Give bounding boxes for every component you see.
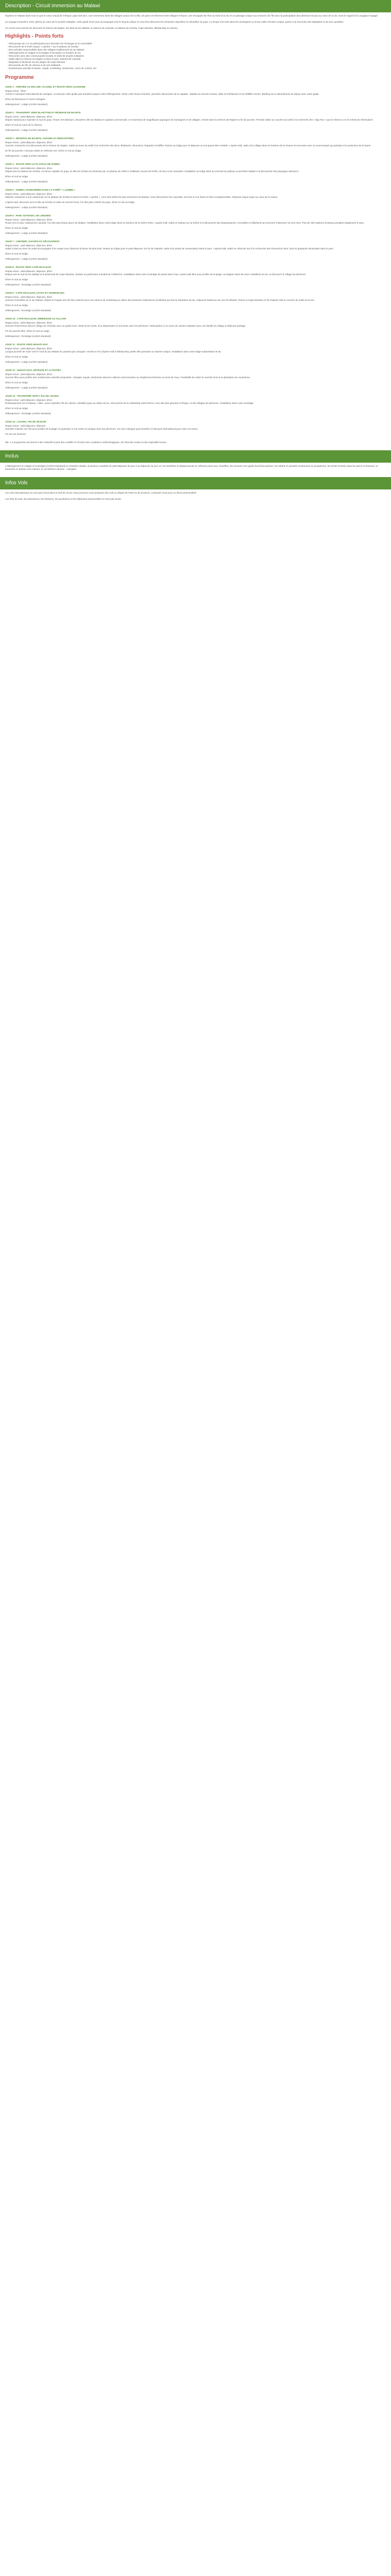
- day-paragraph: Dernière matinée sur l’île pour profiter de la plage ou participer à une sortie en pirogue avec les pêcheurs. Vol vers Lilongwe puis transfert à l’aéroport international pour votre vol retour.: [5, 428, 199, 430]
- day-paragraph: Dîner et nuit au cœur de la réserve.: [5, 124, 43, 126]
- day-paragraph: Matinée consacrée à une randonnée sur le plateau de Zomba à travers la forêt « Ljumbe », l’une des forêts les plus anciennes du Malawi. Vous découvrirez les cascades, les lacs et une faune et flore exceptionnelles. Déjeuner pique-nique au cœur de la nature.: [5, 196, 279, 198]
- day-title: JOUR 3 : RÉSERVE DE MAJETE, SAFARIS ET RENCONTRES: [5, 137, 74, 140]
- excluded-content: [0, 489, 391, 507]
- day-paragraph: Dîner et nuit au lodge.: [5, 304, 29, 307]
- day-lodging: Hébergement : Écolodge (confort standard): [5, 309, 51, 312]
- day-meals: Repas inclus : petit-déjeuner, déjeuner, dîner: [5, 399, 53, 401]
- day-paragraph: Journée libre pour profiter des nombreuses activités proposées : plongée, kayak, randonnée dans les collines environnantes ou simplement farniente au bord de l’eau. Possibilité de visiter le marché local et la plantation de caoutchouc.: [5, 376, 251, 379]
- day-meals: Repas inclus : petit-déjeuner, déjeuner, dîner: [5, 321, 53, 324]
- day-meals: Repas inclus : petit-déjeuner, déjeuner, dîner: [5, 141, 53, 144]
- day-lodging: Hébergement : Lodge (confort standard): [5, 386, 47, 389]
- day-body: [5, 196, 386, 204]
- day-body: [5, 376, 386, 384]
- intro-paragraph: Ce circuit vous permet de découvrir la réserve de Majete, les sites du lac Malawi, la réserve de Liwonde, le plateau de Zomba, Cape Maclear, Nkhata Bay et Likoma.: [5, 27, 178, 29]
- day-paragraph: Dîner et nuit au lodge.: [5, 252, 29, 255]
- day-meals: Repas inclus : petit-déjeuner, déjeuner, dîner: [5, 193, 53, 195]
- intro-paragraph: Explorez le Malawi dans tout ce que le cœur chaud de l’Afrique, pays des lacs. Une immersion dans les villages autour de la ville, de parcs et réserves entre villages et faune, une escapade de rêve au bord d’un lac et un passage unique aux environs de l’île avec la participation des pêcheurs locaux au cœur de la vie, sous le regard d’un voyageur engagé.: [5, 14, 379, 17]
- day-title: JOUR 7 : LIWONDE, SAFARIS ET DÉCOUVERTE: [5, 240, 60, 243]
- highlight-item: - Découverte de la forêt unique « Ljumbe » sur le plateau de Zomba: [7, 45, 78, 48]
- included-paragraph: L’hébergement en lodges et écolodges (confort standard) en chambre double, la pension complète du petit-déjeuner du jour 2 au déjeuner du jour 14, les transferts et déplacements en véhicule privé avec chauffeur, les services d’un guide local francophone, les safaris et activités mentionnés au programme, les droits d’entrée dans les parcs et réserves, la traversée en bateau vers Likoma, le vol intérieur Likoma – Lilongwe.: [5, 465, 378, 470]
- day-body: [5, 144, 386, 152]
- highlights-title: Highlights - Points forts: [5, 33, 64, 39]
- page: [0, 0, 391, 507]
- day-paragraph: Dîner et nuit au lodge.: [5, 227, 29, 229]
- day-body: [5, 402, 386, 410]
- day-paragraph: Journée d’activités sur le lac Malawi. Départ en kayak vers les îles voisines pour une séance de snorkeling au milieu des poissons multicolores (cichlidés) qui font la réputation du lac. Déjeuner barbecue sur une île déserte. Retour à Cape Maclear en fin d’après-midi et coucher de soleil sur le lac.: [5, 299, 315, 301]
- program-day: [5, 86, 386, 106]
- highlight-item: - Nombreuses activités incluses : kayak, snorkeling, randonnée, cours de cuisine, etc.: [7, 67, 97, 70]
- program-day: [5, 292, 386, 312]
- day-lodging: Hébergement : Lodge (confort standard): [5, 129, 47, 131]
- program-note: NB : Le programme est donné à titre indicatif et peut être modifié en fonction des conditions météorologiques, de l’état des routes et des impératifs locaux.: [5, 441, 167, 444]
- day-body: [5, 222, 386, 230]
- program-day: [5, 189, 386, 209]
- day-title: JOUR 6 : PARC NATIONAL DE LIWONDE: [5, 214, 51, 217]
- day-meals: Repas inclus : dîner: [5, 90, 26, 92]
- day-paragraph: Dîner et nuit au lodge.: [5, 381, 29, 384]
- day-lodging: Hébergement : Lodge (confort standard): [5, 103, 47, 106]
- day-meals: Repas inclus : petit-déjeuner, déjeuner, dîner: [5, 167, 53, 170]
- day-lodging: Hébergement : Lodge (confort standard): [5, 206, 47, 209]
- day-title: JOUR 11 : ROUTE VERS NKHATA BAY: [5, 343, 48, 346]
- day-paragraph: Dîner et nuit au lodge.: [5, 278, 29, 281]
- highlight-item: - Découverte de l’île de Likoma et de ses habitants: [7, 64, 61, 66]
- day-meals: Repas inclus : petit-déjeuner, déjeuner, dîner: [5, 244, 53, 247]
- highlight-item: - Des activités responsables dans des villages traditionnels du lac Malawi: [7, 48, 85, 51]
- day-title: JOUR 2 : TRANSFERT VERS BLANTYRE ET RÉSERVE DE MAJETE: [5, 111, 81, 114]
- day-body: [5, 247, 386, 256]
- day-title: JOUR 9 : CAPE MACLEAR, KAYAK ET SNORKELING: [5, 292, 64, 294]
- day-paragraph: Embarquement sur le bateau « Ilala » pour rejoindre l’île de Likoma, véritable joyau au milieu du lac. Découverte de la cathédrale Saint-Pierre, l’une des plus grandes d’Afrique, et des villages de pêcheurs. Installation dans votre écolodge.: [5, 402, 254, 404]
- day-meals: Repas inclus : petit-déjeuner, déjeuner, dîner: [5, 296, 53, 298]
- day-body: [5, 299, 386, 307]
- day-paragraph: Journée d’immersion dans le village de Chembe avec un guide local. Visite d’une école, d’un dispensaire et rencontre avec les pêcheurs. Participation à un cours de cuisine malawite avec une famille du village et déjeuner partagé.: [5, 325, 246, 327]
- day-meals: Repas inclus : petit-déjeuner, déjeuner, dîner: [5, 347, 53, 350]
- section-title-excluded: Infos Vols: [0, 477, 391, 489]
- day-paragraph: L’après-midi, descente vers la ville de Zomba et visite du marché local, l’un des plus colorés du pays. Dîner et nuit au lodge.: [5, 201, 135, 204]
- day-paragraph: Départ pour le plateau de Zomba. Ancienne capitale du pays, la ville de Zomba est dominée par un plateau de 1800 m d’altitude couvert de forêts, de lacs et de cascades. Installation au lodge situé au sommet du plateau et première balade à la découverte des paysages alentours.: [5, 170, 299, 173]
- day-meals: Repas inclus : petit-déjeuner, déjeuner, dîner: [5, 115, 53, 118]
- included-content: [0, 463, 391, 477]
- day-lodging: Hébergement : Écolodge (confort standard): [5, 412, 51, 415]
- day-title: JOUR 4 : ROUTE VERS LE PLATEAU DE ZOMBA: [5, 163, 60, 165]
- program-day: [5, 343, 386, 364]
- day-paragraph: Dîner de bienvenue et nuit à Lilongwe.: [5, 98, 46, 100]
- section-title-description: Description - Circuit immersion au Malawi: [0, 0, 391, 12]
- day-paragraph: Longue journée de route vers le nord du lac Malawi en passant par Lilongwe. Arrivée en fin d’après-midi à Nkhata Bay, petite ville portuaire au charme unique. Installation dans votre lodge surplombant le lac.: [5, 350, 222, 353]
- day-title: JOUR 10 : CAPE MACLEAR, IMMERSION AU VILLAGE: [5, 317, 67, 320]
- day-title: JOUR 13 : TRAVERSÉE VERS L’ÎLE DE LIKOMA: [5, 395, 59, 397]
- day-title: JOUR 1 : ARRIVÉE AU MALAWI, ACCUEIL ET ROUTE VERS LILONGWE: [5, 86, 86, 88]
- highlight-item: - Baignade et farniente sur les plages de Cape Maclear: [7, 61, 66, 63]
- day-body: [5, 350, 386, 359]
- excluded-paragraph: Les frais de visa, les assurances, les boissons, les pourboires et les dépenses personnelles ne sont pas inclus.: [5, 498, 122, 500]
- program-day: [5, 163, 386, 183]
- program-day: [5, 266, 386, 286]
- program-day: [5, 317, 386, 338]
- day-lodging: Hébergement : Lodge (confort standard): [5, 361, 47, 363]
- day-meals: Repas inclus : petit-déjeuner, déjeuner: [5, 425, 46, 427]
- day-body: [5, 93, 386, 101]
- highlight-item: - Hébergements en lodges et écolodges d’exception en bordure du lac: [7, 52, 82, 54]
- program-title: Programme: [5, 75, 34, 80]
- section-title-included: Inclus: [0, 450, 391, 463]
- day-title: JOUR 14 : LIKOMA, FIN DE SÉJOUR: [5, 420, 46, 423]
- program-day: [5, 420, 386, 436]
- day-body: [5, 118, 386, 127]
- day-title: JOUR 12 : NKHATA BAY, DÉTENTE ET ACTIVITÉS: [5, 369, 61, 371]
- highlight-item: - Petit groupe de 4 à 12 participants pour favoriser les échanges et la convivialité: [7, 42, 92, 45]
- program-day: [5, 111, 386, 132]
- day-body: [5, 170, 386, 178]
- day-paragraph: Dîner et nuit au lodge.: [5, 175, 29, 178]
- highlights-list: [7, 42, 386, 70]
- day-meals: Repas inclus : petit-déjeuner, déjeuner, dîner: [5, 270, 53, 273]
- day-paragraph: Dîner et nuit au lodge.: [5, 355, 29, 358]
- day-lodging: Hébergement : Lodge (confort standard): [5, 258, 47, 260]
- day-meals: Repas inclus : petit-déjeuner, déjeuner, dîner: [5, 218, 53, 221]
- excluded-paragraph: Les vols internationaux ne sont pas inclus dans le tarif du circuit. Nous pouvons vous proposer des vols au départ de Paris ou de province, contactez-nous pour un devis personnalisé.: [5, 492, 197, 494]
- day-body: [5, 428, 386, 436]
- day-paragraph: Départ vers le sud du lac Malawi et la péninsule de Cape Maclear, classée au patrimoine mondial de l’UNESCO. Installation dans votre écolodge les pieds dans l’eau. Après-midi libre pour profiter de la plage, se baigner dans les eaux cristallines du lac ou découvrir le village de pêcheurs.: [5, 273, 306, 276]
- day-lodging: Hébergement : Lodge (confort standard): [5, 232, 47, 234]
- day-paragraph: Arrivée à l’aéroport international de Lilongwe. Accueil par votre guide puis transfert jusqu’à votre hébergement. Selon votre heure d’arrivée, première découverte de la capitale : balade au marché central, visite du Parliament et du Wildlife Centre. Briefing sur le déroulement du séjour avec votre guide.: [5, 93, 320, 95]
- program-day: [5, 137, 386, 158]
- day-paragraph: Route vers le parc national de Liwonde, l’un des plus beaux parcs du Malawi. Installation dans votre lodge situé en bordure de la rivière Shire. L’après-midi, safari en bateau sur la rivière à la découverte des hippopotames, crocodiles et éléphants qui viennent s’abreuver sur ses rives. Plus de 400 espèces d’oiseaux peuplent également le parc.: [5, 222, 365, 224]
- intro-paragraph: Un voyage immersif à votre rythme au cœur de la société malawite, votre guide local vous accompagne tout le long du séjour et vous fera découvrir les richesses naturelles et culturelles du pays. Le temps d’un trek dans les montagnes ou d’une visite d’écoles rurales, partez à la rencontre des Malawites et de leur quotidien.: [5, 21, 344, 23]
- day-title: JOUR 8 : ROUTE VERS CAPE MACLEAR: [5, 266, 51, 268]
- program-day: [5, 240, 386, 261]
- day-paragraph: Journée consacrée à la découverte de la réserve de Majete. Safari au lever du soleil à la recherche des lions, éléphants, rhinocéros, léopards et buffles. Retour au lodge pour le déjeuner et une pause bien méritée. L’après-midi, visite d’un village situé en bordure de la réserve et rencontre avec la communauté qui participe à la protection de la faune.: [5, 144, 371, 147]
- day-paragraph: Safari à pied au lever du soleil accompagné d’un ranger pour observer la faune de plus près. Retour au lodge pour le petit-déjeuner. En fin de matinée, visite d’un projet de conservation dans le parc. L’après-midi, safari en véhicule 4x4 à la recherche des rhinocéros noirs, lions et guépards réintroduits dans le parc.: [5, 247, 334, 250]
- program-day: [5, 214, 386, 235]
- day-body: [5, 273, 386, 281]
- day-lodging: Hébergement : Écolodge (confort standard): [5, 335, 51, 337]
- highlight-item: - Rencontre avec des communautés locales et visite de projets solidaires: [7, 55, 84, 57]
- day-paragraph: Fin de nos services.: [5, 433, 26, 435]
- day-paragraph: Fin de journée libre. Dîner et nuit au lodge.: [5, 330, 51, 332]
- day-meals: Repas inclus : petit-déjeuner, déjeuner, dîner: [5, 373, 53, 376]
- intro: [5, 14, 386, 30]
- day-lodging: Hébergement : Lodge (confort standard): [5, 155, 47, 157]
- day-body: [5, 325, 386, 333]
- program-days: [5, 86, 386, 436]
- highlight-item: - Safari dans la réserve de Majete et dans le parc national de Liwonde: [7, 58, 81, 60]
- day-paragraph: Dîner et nuit au lodge.: [5, 407, 29, 410]
- description-content: [0, 12, 391, 450]
- program-day: [5, 369, 386, 389]
- program-day: [5, 395, 386, 415]
- day-title: JOUR 5 : ZOMBA, RANDONNÉE DANS LA FORÊT « LJUMBE »: [5, 189, 75, 191]
- day-lodging: Hébergement : Écolodge (confort standard): [5, 283, 51, 286]
- day-paragraph: En fin de journée, nouveau safari en véhicule 4x4. Dîner et nuit au lodge.: [5, 149, 82, 152]
- day-lodging: Hébergement : Lodge (confort standard): [5, 180, 47, 183]
- day-paragraph: Départ matinal pour rejoindre le sud du pays. Route vers Blantyre, deuxième ville du Malawi et capitale commerciale, en traversant de magnifiques paysages de montagnes et de villages. Arrivée dans la réserve de Majete en fin de journée. Premier safari au coucher du soleil à la recherche des « Big Five » que la réserve a eu le mérite de réintroduire.: [5, 118, 373, 121]
